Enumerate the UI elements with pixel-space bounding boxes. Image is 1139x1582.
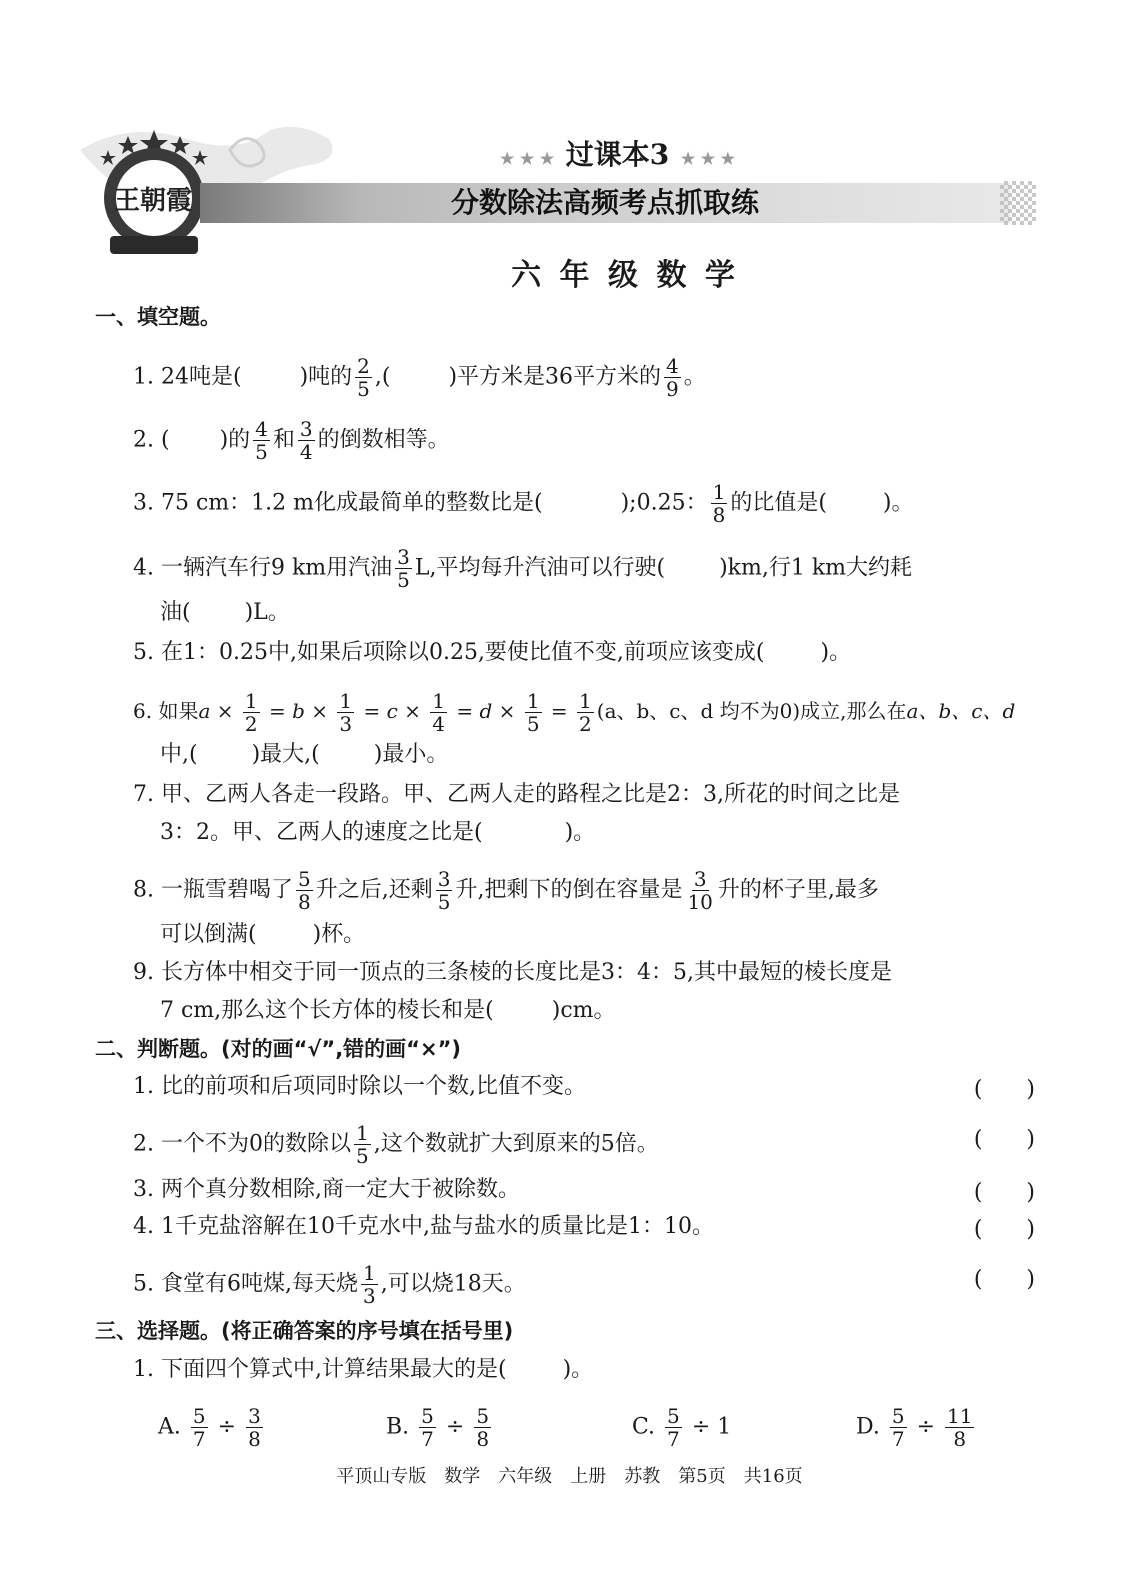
- judge-4: 4. 1千克盐溶解在10千克水中,盐与盐水的质量比是1：10。: [133, 1214, 714, 1239]
- title-row: [500, 133, 735, 173]
- brand-name: 王朝霞: [114, 186, 193, 216]
- page-title: 过课本3: [565, 138, 670, 171]
- question-1-4: 4. 一辆汽车行9 km用汽油 $\frac{3}{5}$ L,平均每升汽油可以行驶( )km,行1 km大约耗: [133, 545, 913, 592]
- judge-2: 2. 一个不为0的数除以 $\frac{1}{5}$ ,这个数就扩大到原来的5倍。: [133, 1121, 659, 1168]
- question-1-6: 6. 如果a × $\frac{1}{2}$ = b × $\frac{1}{3}$ = c × $\frac{1}{4}$ = d × $\frac{1}{5}$ = $\frac{1}{2}$ (a、b、c、d 均不为0)成立,那么在a、b、c、d: [133, 689, 1016, 736]
- section2-heading: 二、判断题。(对的画“√”,错的画“×”): [95, 1037, 461, 1061]
- judge-1-answer[interactable]: ( ): [973, 1077, 1035, 1102]
- question-1-6-cont: 中,( )最大,( )最小。: [160, 742, 449, 767]
- question-1-9: 9. 长方体中相交于同一顶点的三条棱的长度比是3：4：5,其中最短的棱长度是: [133, 960, 892, 985]
- banner-text: 分数除法高频考点抓取练: [450, 186, 759, 219]
- judge-5-answer[interactable]: ( ): [973, 1267, 1035, 1292]
- question-1-4-cont: 油( )L。: [160, 600, 290, 625]
- choice-1: 1. 下面四个算式中,计算结果最大的是( )。: [133, 1357, 594, 1382]
- judge-3-answer[interactable]: ( ): [973, 1180, 1035, 1205]
- stars-right: ★ ★ ★: [680, 149, 735, 168]
- question-1-7: 7. 甲、乙两人各走一段路。甲、乙两人走的路程之比是2：3,所花的时间之比是: [133, 782, 900, 807]
- page-footer: 平顶山专版 数学 六年级 上册 苏教 第5页 共16页: [336, 1466, 803, 1487]
- judge-2-answer[interactable]: ( ): [973, 1127, 1035, 1152]
- choice-option-a[interactable]: A. $\frac{5}{7}$ ÷ $\frac{3}{8}$: [158, 1404, 261, 1451]
- question-1-9-cont: 7 cm,那么这个长方体的棱长和是( )cm。: [160, 998, 616, 1023]
- question-1-8: 8. 一瓶雪碧喝了 $\frac{5}{8}$ 升之后,还剩 $\frac{3}{5}$ 升,把剩下的倒在容量是 $\frac{3}{10}$ 升的杯子里,最多: [133, 867, 879, 914]
- section1-heading: 一、填空题。: [95, 305, 221, 329]
- subject-title: 六 年 级 数 学: [511, 258, 739, 293]
- stars-left: ★ ★ ★: [500, 149, 555, 168]
- judge-1: 1. 比的前项和后项同时除以一个数,比值不变。: [133, 1074, 586, 1099]
- section3-heading: 三、选择题。(将正确答案的序号填在括号里): [95, 1319, 514, 1343]
- choice-option-d[interactable]: D. $\frac{5}{7}$ ÷ $\frac{11}{8}$: [856, 1404, 973, 1451]
- question-1-8-cont: 可以倒满( )杯。: [160, 922, 366, 947]
- question-1-3: 3. 75 cm：1.2 m化成最简单的整数比是( );0.25： $\frac{1}{8}$ 的比值是( )。: [133, 480, 914, 527]
- choice-option-b[interactable]: B. $\frac{5}{7}$ ÷ $\frac{5}{8}$: [386, 1404, 490, 1451]
- question-1-5: 5. 在1：0.25中,如果后项除以0.25,要使比值不变,前项应该变成( )。: [133, 640, 852, 665]
- judge-5: 5. 食堂有6吨煤,每天烧 $\frac{1}{3}$ ,可以烧18天。: [133, 1261, 526, 1308]
- judge-4-answer[interactable]: ( ): [973, 1217, 1035, 1242]
- question-1-2: 2. ( )的 $\frac{4}{5}$ 和 $\frac{3}{4}$ 的倒数相等。: [133, 417, 450, 464]
- question-1-1: 1. 24吨是( )吨的 $\frac{2}{5}$ ,( )平方米是36平方米的 $\frac{4}{9}$ 。: [133, 354, 706, 401]
- judge-3: 3. 两个真分数相除,商一定大于被除数。: [133, 1177, 520, 1202]
- question-1-7-cont: 3：2。甲、乙两人的速度之比是( )。: [160, 820, 596, 845]
- choice-option-c[interactable]: C. $\frac{5}{7}$ ÷ 1: [632, 1404, 732, 1451]
